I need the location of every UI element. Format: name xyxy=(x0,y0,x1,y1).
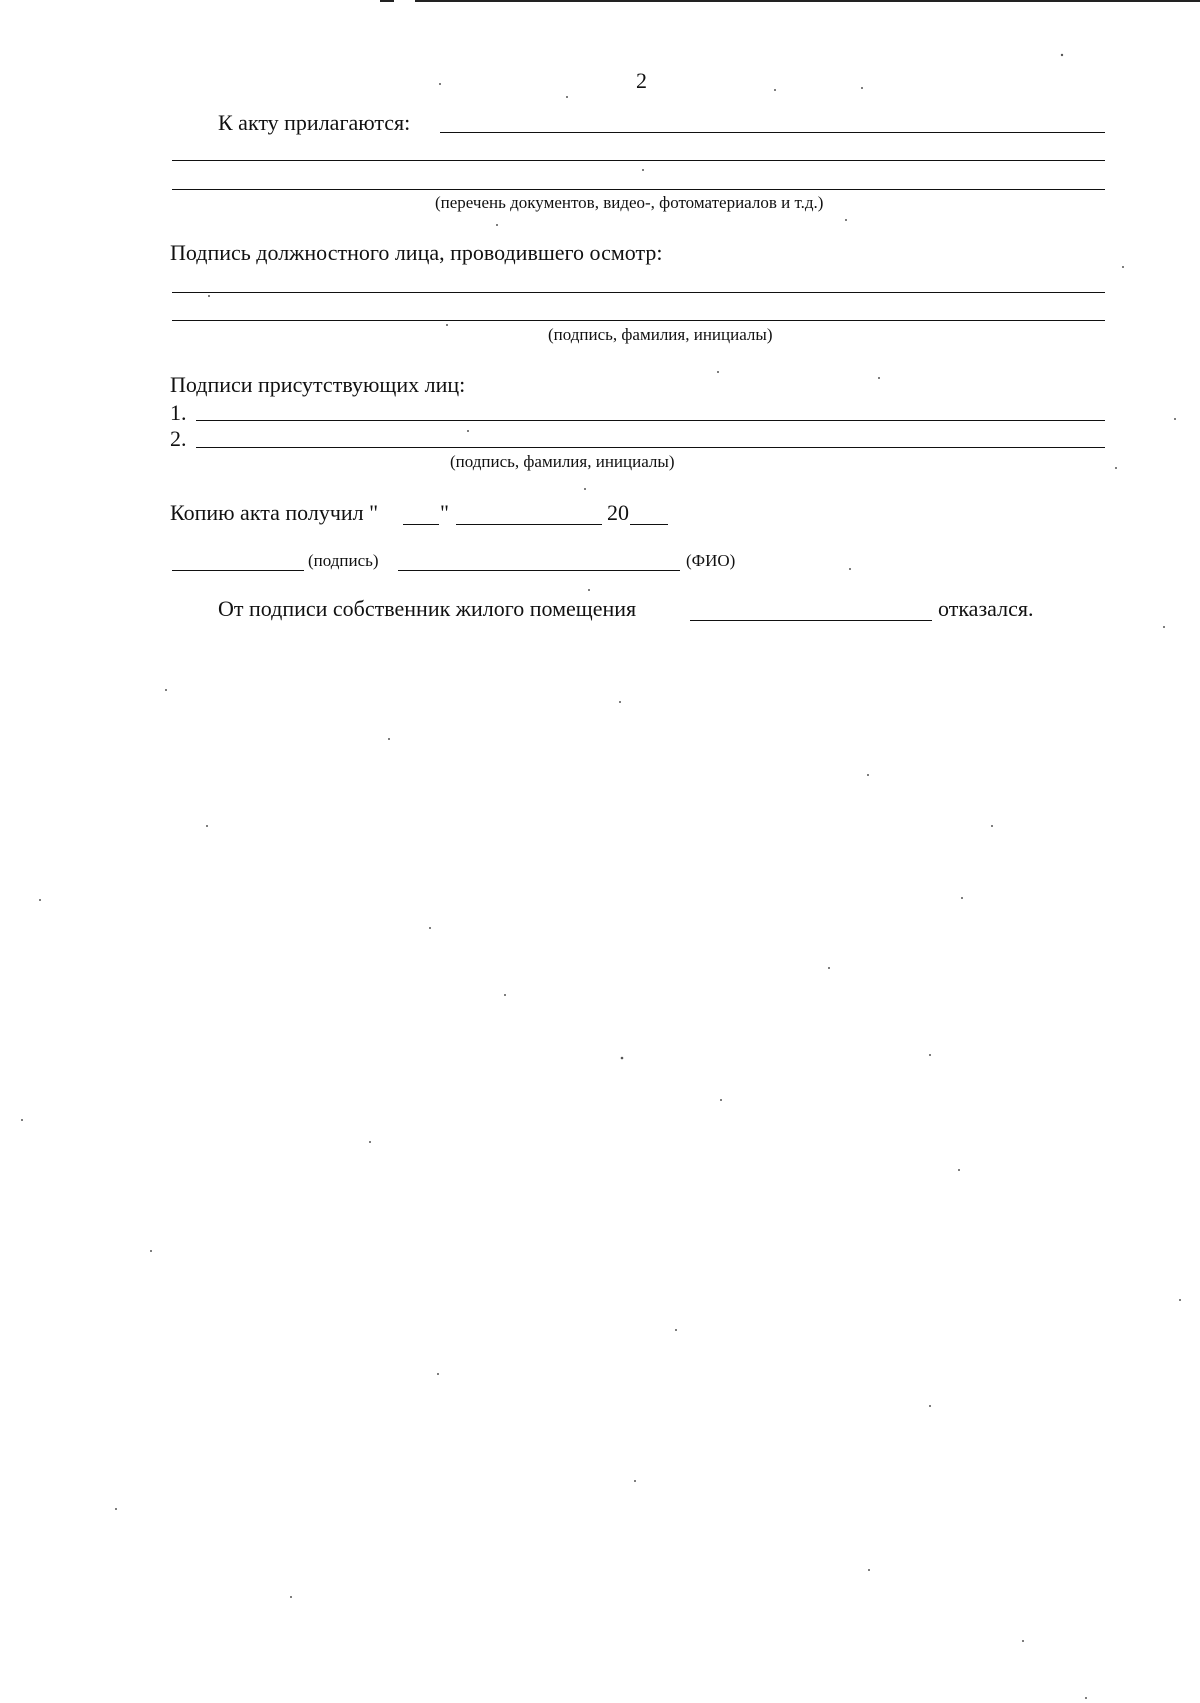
attachments-blank-2[interactable] xyxy=(172,160,1105,161)
attendee-1-blank[interactable] xyxy=(196,420,1105,421)
copy-received-quote-close: " xyxy=(440,500,449,525)
attachments-blank-3[interactable] xyxy=(172,189,1105,190)
copy-day-blank[interactable] xyxy=(403,524,439,525)
attendees-hint: (подпись, фамилия, инициалы) xyxy=(450,452,675,471)
copy-signature-blank[interactable] xyxy=(172,570,304,571)
refusal-prefix: От подписи собственник жилого помещения xyxy=(218,596,637,621)
inspector-signature-hint: (подпись, фамилия, инициалы) xyxy=(548,325,773,344)
scan-edge-line xyxy=(380,0,394,2)
scan-edge-line xyxy=(415,0,1200,2)
copy-month-blank[interactable] xyxy=(456,524,602,525)
copy-signature-hint: (подпись) xyxy=(308,551,379,570)
inspector-signature-label: Подпись должностного лица, проводившего осмотр: xyxy=(170,240,663,265)
attachments-label: К акту прилагаются: xyxy=(218,110,411,135)
copy-fio-blank[interactable] xyxy=(398,570,680,571)
copy-year-blank[interactable] xyxy=(630,524,668,525)
attendee-2-blank[interactable] xyxy=(196,447,1105,448)
refusal-owner-blank[interactable] xyxy=(690,620,932,621)
page-number: 2 xyxy=(636,68,647,93)
copy-year-prefix: 20 xyxy=(607,500,629,525)
refusal-suffix: отказался. xyxy=(938,596,1034,621)
attendee-1-number: 1. xyxy=(170,400,187,425)
inspector-signature-blank-2[interactable] xyxy=(172,320,1105,321)
attendee-2-number: 2. xyxy=(170,426,187,451)
attachments-hint: (перечень документов, видео-, фотоматериалов и т.д.) xyxy=(435,193,824,212)
copy-received-prefix: Копию акта получил " xyxy=(170,500,379,525)
attendees-label: Подписи присутствующих лиц: xyxy=(170,372,466,397)
inspector-signature-blank-1[interactable] xyxy=(172,292,1105,293)
attachments-blank-1[interactable] xyxy=(440,132,1105,133)
copy-fio-hint: (ФИО) xyxy=(686,551,736,570)
